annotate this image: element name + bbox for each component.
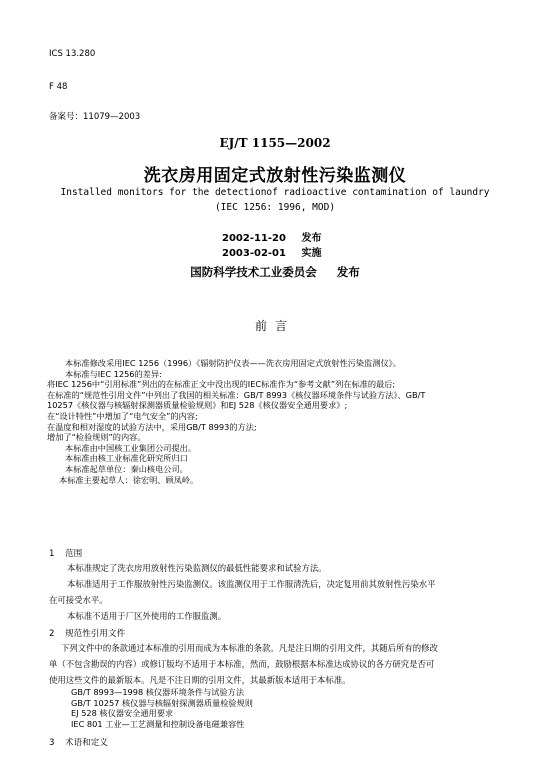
foreword-line: 本标准由中国核工业集团公司提出。 [65,442,197,453]
foreword-line: 将IEC 1256中“引用标准”列出的在标准正文中没出现的IEC标准作为“参考文献”列在标准的最后; [47,379,396,390]
reference-item: EJ 528 核仪器安全通用要求 [71,708,174,718]
reference-item: GB/T 8993—1998 核仪器环境条件与试验方法 [71,687,245,697]
impl-label: 实施 [301,248,322,259]
paragraph: 单（不包含勘误的内容）或修订版均不适用于本标准，然而，鼓励根据本标准达成协议的各方研究是否可 [49,659,435,669]
section-1-number: 1 [49,549,55,559]
foreword-line: 在温度和相对湿度的试验方法中，采用GB/T 8993的方法; [47,421,257,432]
standard-title-cn: 洗衣房用固定式放射性污染监测仪 [143,166,407,186]
section-2-body [49,640,438,688]
publisher-action: 发布 [336,265,360,279]
reference-item: GB/T 10257 核仪器与核辐射探测器质量检验规则 [71,697,253,708]
section-3-heading [49,736,108,748]
foreword-line: 本标准主要起草人：徐宏明、顾凤岭。 [59,474,199,485]
issue-date: 2002-11-20 [222,233,286,244]
issue-label: 发布 [301,233,322,244]
paragraph: 本标准适用于工作服放射性污染监测仪。该监测仪用于工作服清洗后，决定复用前其放射性污染水平 [67,579,436,589]
standard-title-en: Installed monitors for the detectionof radioactive contamination of laundry [60,187,490,198]
foreword-line: 本标准由核工业标准化研究所归口 [65,453,188,464]
publisher: 国防科学技术工业委员会 [190,265,317,279]
section-2-number: 2 [49,629,55,639]
foreword-line: 本标准与IEC 1256的差异: [65,368,162,379]
foreword-line: 增加了“检验规则”的内容。 [47,432,146,443]
foreword-heading: 前言 [254,319,295,333]
section-1-title: 范围 [65,549,83,559]
impl-date: 2003-02-01 [222,248,286,259]
reference-item: IEC 801 工业—工艺测量和控制设备电磁兼容性 [71,718,245,729]
section-2-heading [49,627,125,639]
impl-date-row [222,246,321,261]
paragraph: 本标准规定了洗衣房用放射性污染监测仪的最低性能要求和试验方法。 [67,563,327,573]
standard-number: EJ/T 1155—2002 [219,136,331,150]
dates-block [222,231,321,261]
section-1-body [49,560,436,624]
foreword-line: 10257《核仪器与核辐射探测器质量检验规则》和EJ 528《核仪器安全通用要求》; [47,400,348,411]
foreword-line: 在标准的“规范性引用文件”中列出了我国的相关标准：GB/T 8993《核仪器环境条件与试验方法》、GB/T [47,389,426,400]
standard-equivalence: (IEC 1256: 1996, MOD) [214,202,336,213]
paragraph: 本标准不适用于厂区外使用的工作服监测。 [67,611,227,621]
issue-date-row [222,231,321,246]
class-code: F 48 [49,82,68,92]
publisher-line [0,264,550,280]
section-2-title: 规范性引用文件 [65,629,126,639]
paragraph: 在可接受水平。 [49,595,108,605]
filing-number: 备案号：11079—2003 [49,112,141,122]
section-3-title: 术语和定义 [65,738,108,748]
section-3-number: 3 [49,738,55,748]
section-1-heading [49,547,82,559]
paragraph: 使用这些文件的最新版本。凡是不注日期的引用文件，其最新版本适用于本标准。 [49,675,351,685]
foreword-body [47,358,425,485]
reference-list [71,687,253,729]
ics-code: ICS 13.280 [49,49,96,59]
foreword-line: 本标准起草单位：秦山核电公司。 [65,463,188,474]
paragraph: 下列文件中的条款通过本标准的引用而成为本标准的条款。凡是注日期的引用文件，其随后所有的修改 [61,643,438,653]
foreword-line: 在“设计特性”中增加了“电气安全”的内容; [47,410,198,421]
foreword-line: 本标准修改采用IEC 1256（1996）《辐射防护仪表——洗衣房用固定式放射性污染监测仪》。 [65,358,401,368]
